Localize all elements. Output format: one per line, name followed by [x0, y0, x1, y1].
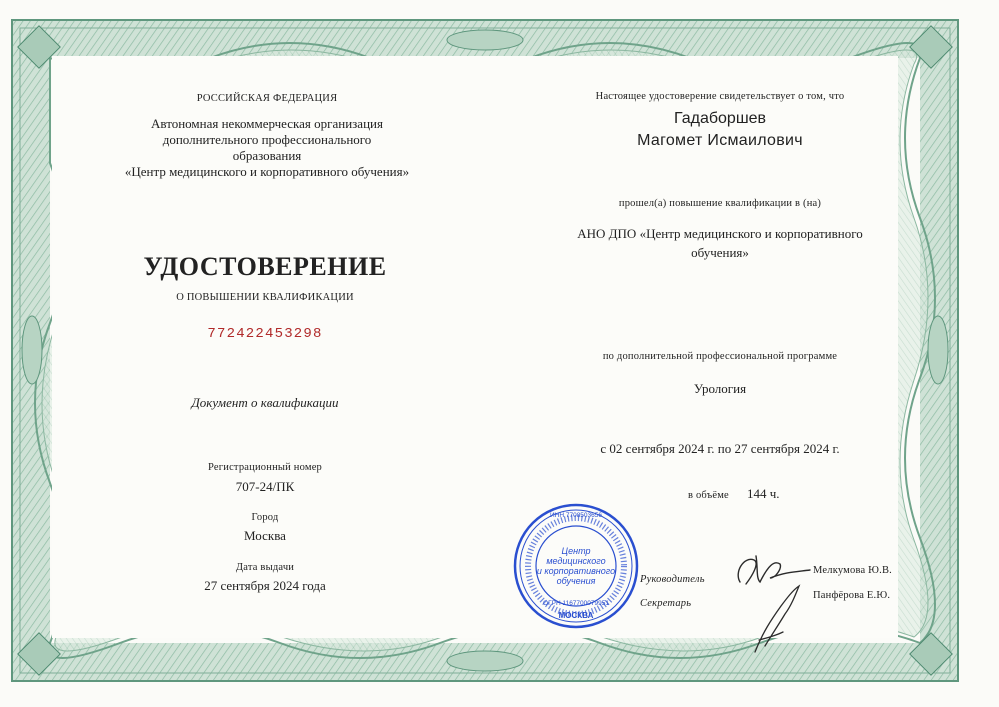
- city-value: Москва: [244, 528, 286, 543]
- training-period: с 02 сентября 2024 г. по 27 сентября 2024 г.: [600, 441, 840, 456]
- serial-number: 772422453298: [207, 326, 323, 342]
- secretary-signature: [745, 580, 815, 660]
- organization-stamp: [512, 502, 640, 630]
- secretary-name: Панфёрова Е.Ю.: [813, 590, 891, 601]
- holder-surname: Гадаборшев: [673, 110, 767, 127]
- org-line: дополнительного профессионального: [162, 132, 372, 147]
- org-line: «Центр медицинского и корпоративного обучения»: [124, 164, 410, 179]
- stamp-city: МОСКВА: [558, 611, 594, 620]
- org-line: образования: [232, 148, 302, 163]
- volume-label: в объёме: [688, 490, 729, 501]
- document-type: Документ о квалификации: [191, 395, 339, 410]
- head-name: Мелкумова Ю.В.: [813, 565, 893, 576]
- intro-text: Настоящее удостоверение свидетельствует о том, что: [595, 91, 845, 102]
- city-label: Город: [251, 512, 279, 523]
- issue-date-value: 27 сентября 2024 года: [204, 578, 326, 593]
- secretary-label: Секретарь: [640, 598, 692, 609]
- stamp-inn: ИНН 7708503656: [549, 512, 603, 519]
- organization-name: [100, 116, 434, 180]
- stamp-line: Центр: [561, 546, 591, 556]
- reg-number-value: 707-24/ПК: [235, 479, 295, 494]
- org-line: АНО ДПО «Центр медицинского и корпоративного: [577, 226, 863, 241]
- stamp-line: обучения: [556, 576, 596, 586]
- stamp-ogrn: ОГРН 1167700079951: [543, 600, 609, 607]
- training-organization: [540, 226, 900, 261]
- country-label: РОССИЙСКАЯ ФЕДЕРАЦИЯ: [196, 93, 338, 104]
- issue-date-label: Дата выдачи: [235, 562, 295, 573]
- stamp-center-text: [532, 546, 620, 586]
- org-line: обучения»: [691, 245, 749, 260]
- passed-text: прошел(а) повышение квалификации в (на): [618, 198, 822, 209]
- reg-number-label: Регистрационный номер: [207, 462, 323, 473]
- volume-value: 144 ч.: [747, 486, 780, 501]
- stamp-line: и корпоративного: [536, 566, 616, 576]
- program-label: по дополнительной профессиональной программе: [602, 351, 838, 362]
- document-subtitle: О ПОВЫШЕНИИ КВАЛИФИКАЦИИ: [176, 292, 354, 303]
- document-title: УДОСТОВЕРЕНИЕ: [143, 252, 387, 281]
- holder-name: Магомет Исмаилович: [637, 132, 803, 149]
- head-label: Руководитель: [640, 574, 705, 585]
- program-name: Урология: [693, 381, 747, 396]
- stamp-line: медицинского: [546, 556, 606, 566]
- org-line: Автономная некоммерческая организация: [151, 116, 383, 131]
